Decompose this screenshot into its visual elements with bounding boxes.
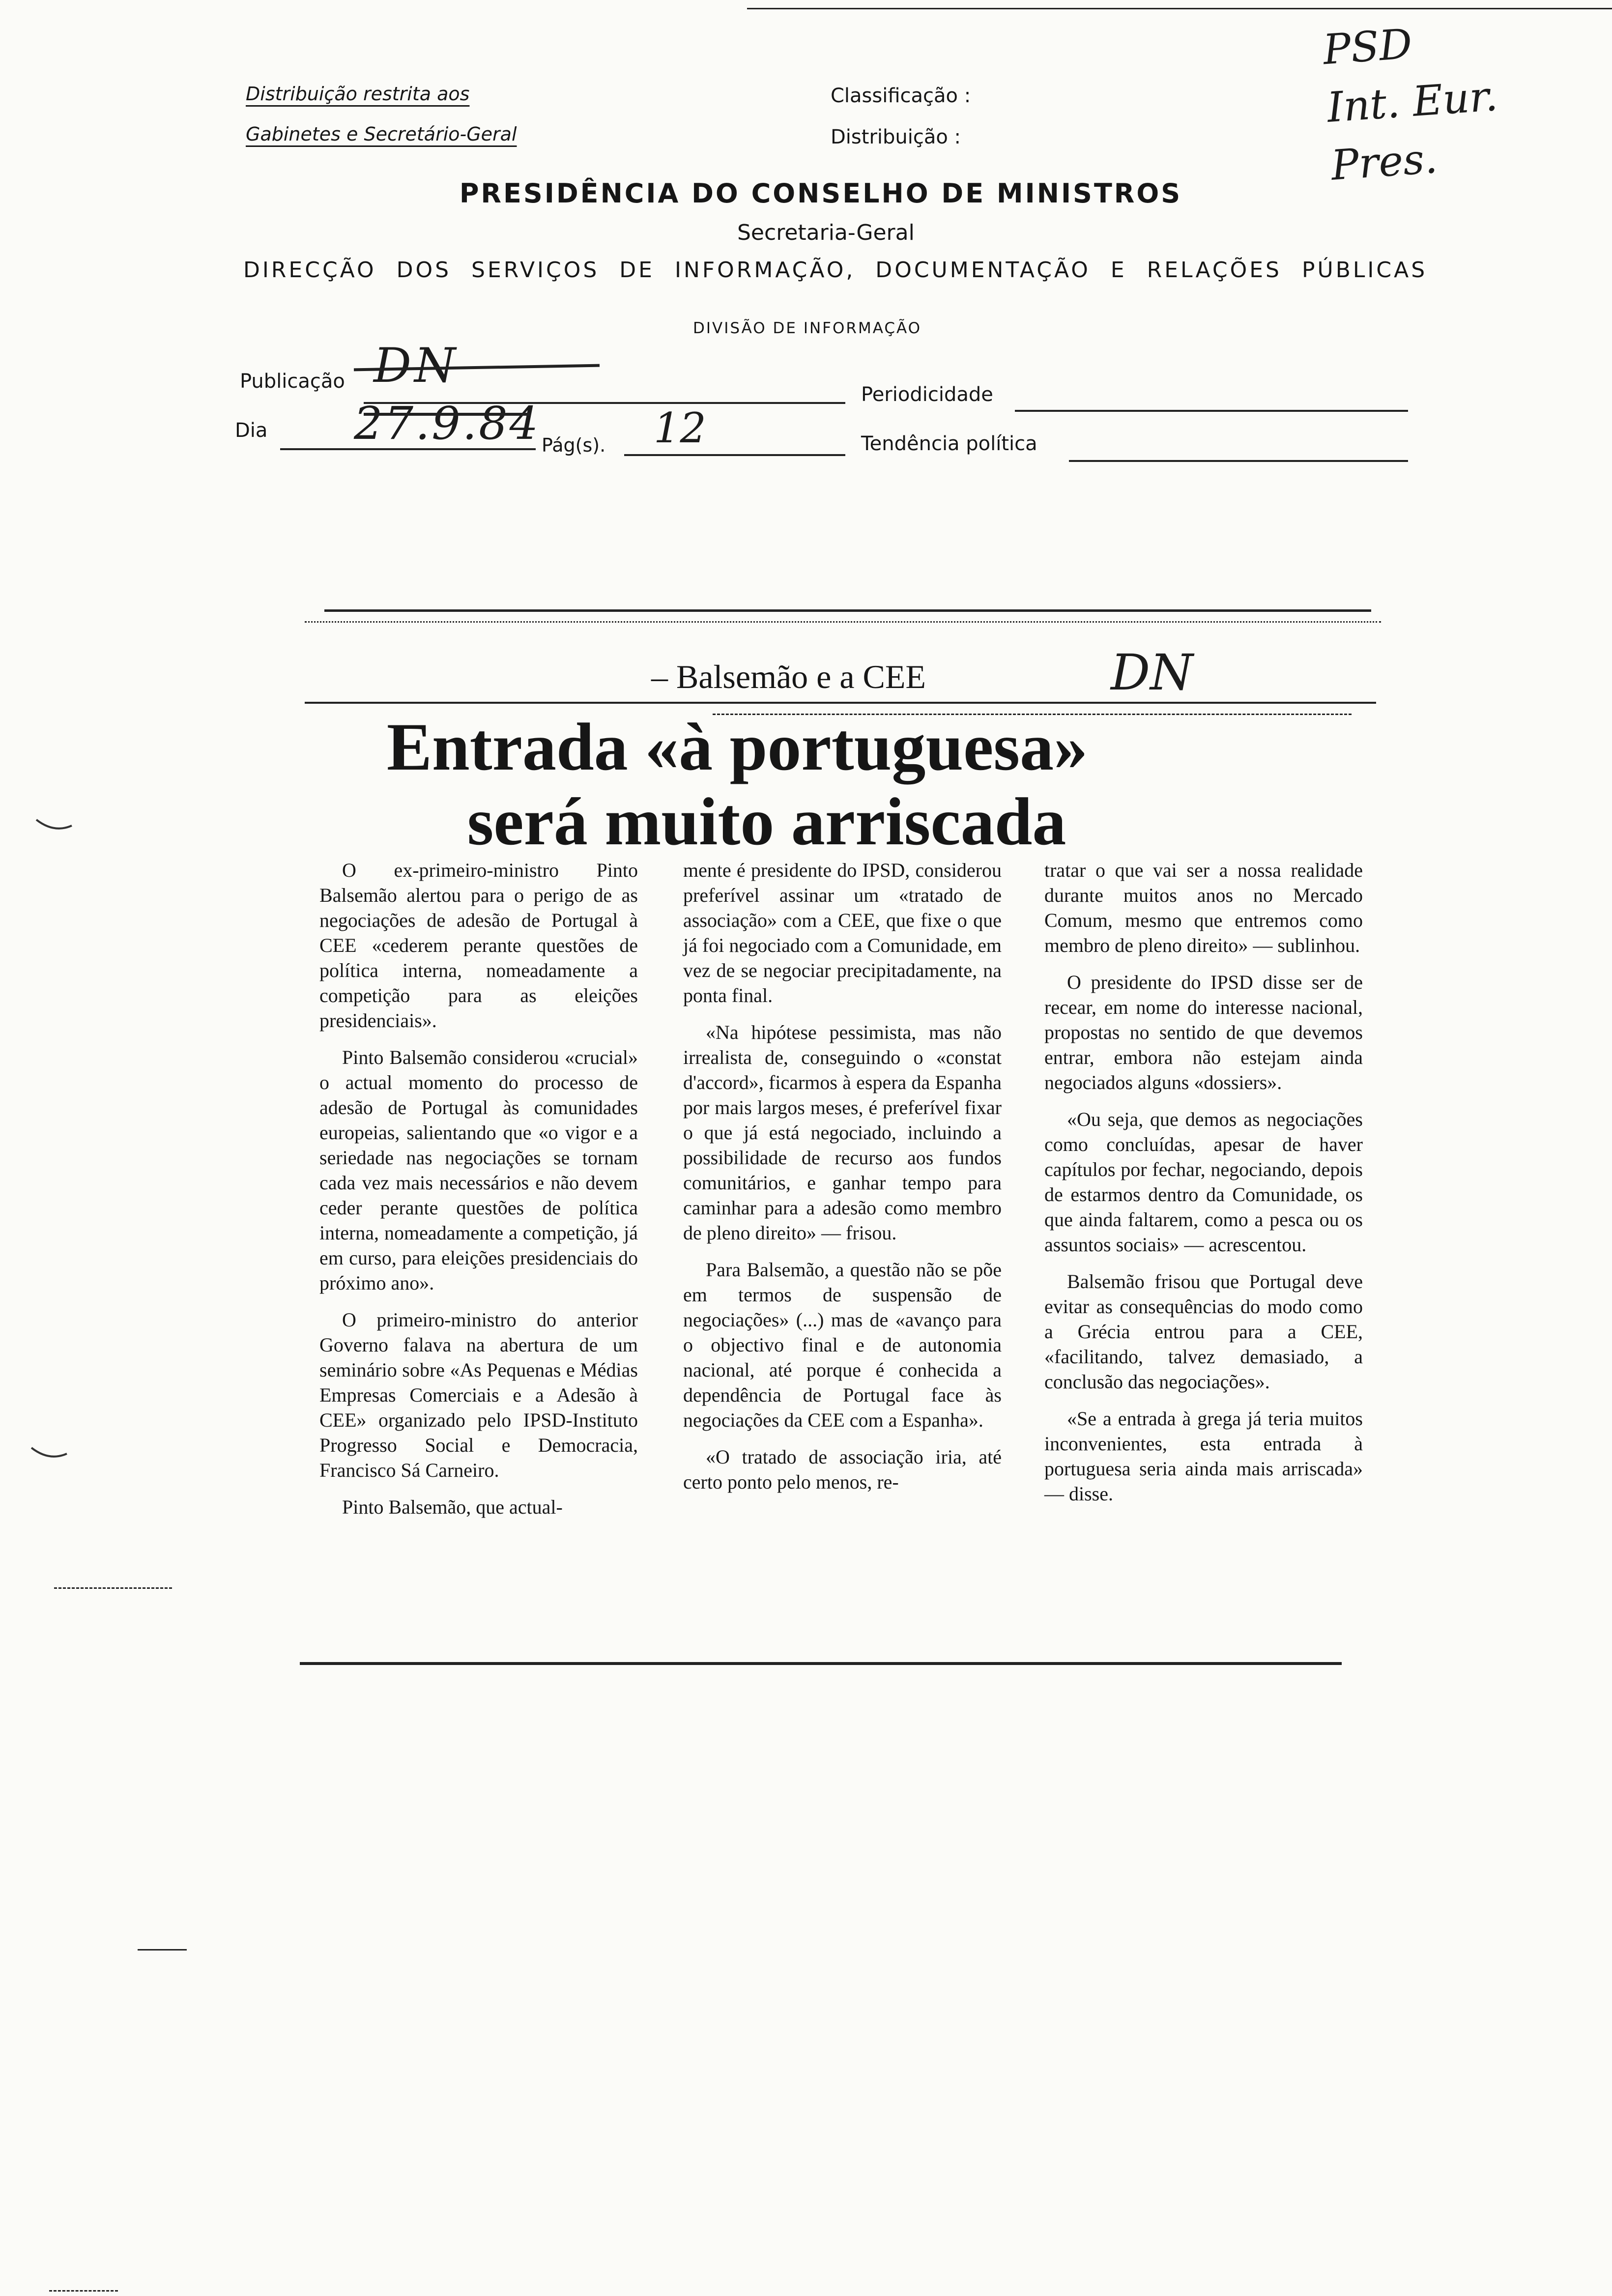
paragraph: O primeiro-ministro do anterior Governo falava na abertura de um seminário sobre «As Pequenas e Médias Empresas Comerciais e a Adesão à CEE» organizado pelo IPSD-Instituto Progresso Social e Democracia, Francisco Sá Carneiro.	[319, 1309, 638, 1481]
publicacao-label: Publicação	[240, 370, 345, 393]
paragraph: Pinto Balsemão considerou «crucial» o actual momento do processo de adesão de Portugal às comunidades europeias, salientando que «o vigor e a seriedade nas negociações se tornam cada vez mais necessários e não devem ceder perante questões de política interna, nomeadamente a competição, já em curso, para eleições presidenciais do próximo ano».	[319, 1046, 638, 1294]
tendencia-label: Tendência política	[861, 432, 1037, 455]
margin-dash-2	[138, 1949, 187, 1951]
paragraph: Balsemão frisou que Portugal deve evitar as consequências do modo como a Grécia entrou para a CEE, «facilitando, talvez demasiado, a conclusão das negociações».	[1044, 1270, 1363, 1393]
pag-handwritten-value: 12	[654, 404, 706, 452]
paragraph: O presidente do IPSD disse ser de recear, em nome do interesse nacional, propostas no sentido de que devemos entrar, embora não estejam ainda negociados alguns «dossiers».	[1044, 971, 1363, 1093]
paragraph: «Na hipótese pessimista, mas não irrealista de, conseguindo o «constat d'accord», ficarmos à espera da Espanha por mais largos meses, é preferível fixar o que já está negociado, incluindo a possibilidade de recurso aos fundos comunitários, e ganhar tempo para caminhar para a adesão como membro de pleno direito» — frisou.	[683, 1021, 1002, 1244]
tendencia-line	[1069, 460, 1408, 462]
publicacao-handwritten-value: DN	[374, 338, 459, 393]
section-rule	[305, 702, 1376, 704]
margin-dash-3	[49, 2290, 118, 2292]
organization-title: PRESIDÊNCIA DO CONSELHO DE MINISTROS	[459, 178, 1182, 209]
paragraph: tratar o que vai ser a nossa realidade durante muitos anos no Mercado Comum, mesmo que entremos como membro de pleno direito» — sublinhou.	[1044, 859, 1363, 956]
periodicidade-line	[1015, 410, 1408, 412]
paragraph: Pinto Balsemão, que actual-	[342, 1496, 563, 1518]
article-column-1	[319, 858, 638, 1531]
punch-hole-mark-top	[34, 816, 74, 835]
dia-strike	[364, 413, 531, 416]
dia-label: Dia	[235, 419, 268, 442]
handwritten-corner-annotation: PSD Int. Eur. Pres.	[1321, 19, 1499, 190]
headline-line-1: Entrada «à portuguesa»	[386, 709, 1088, 784]
section-label: – Balsemão e a CEE	[651, 658, 926, 695]
periodicidade-label: Periodicidade	[861, 383, 993, 406]
restricted-line-1: Distribuição restrita aos	[246, 83, 470, 105]
paragraph: «O tratado de associação iria, até certo ponto pelo menos, re-	[683, 1446, 1002, 1493]
pag-line	[624, 454, 845, 456]
article-column-3	[1044, 858, 1363, 1518]
clipping-bottom-rule	[300, 1662, 1342, 1665]
paragraph: O ex-primeiro-ministro Pinto Balsemão alertou para o perigo de as negociações de adesão de Portugal à CEE «cederem perante questões de política interna, nomeadamente a competição para as eleições presidenciais».	[319, 859, 638, 1032]
dia-handwritten-value: 27.9.84	[354, 397, 541, 450]
top-rule	[747, 8, 1612, 9]
paragraph: «Ou seja, que demos as negociações como concluídas, apesar de haver capítulos por fechar, negociando, depois de estarmos dentro da Comunidade, os que ainda faltarem, como a pesca ou os assuntos sociais» — acrescentou.	[1044, 1108, 1363, 1256]
secretariat-title: Secretaria-Geral	[737, 220, 915, 245]
headline-line-2: será muito arriscada	[467, 784, 1066, 859]
handwritten-margin-annotation: DN	[1111, 644, 1193, 701]
pag-label: Pág(s).	[542, 434, 606, 456]
restricted-distribution-note	[246, 74, 590, 154]
paragraph: mente é presidente do IPSD, considerou preferível assinar um «tratado de associação» com a CEE, que fixe o que já foi negociado com a Comunidade, em vez de se negociar precipitadamente, na ponta final.	[683, 859, 1002, 1006]
clipping-rule-2	[305, 621, 1381, 623]
classificacao-label: Classificação :	[831, 85, 971, 107]
clipping-top-rule	[324, 609, 1371, 612]
section-text: Balsemão e a CEE	[676, 658, 926, 695]
punch-hole-mark-bottom	[29, 1445, 69, 1464]
paragraph: «Se a entrada à grega já teria muitos inconvenientes, esta entrada à portuguesa seria ainda mais arriscada» — disse.	[1044, 1407, 1363, 1505]
article-column-2	[683, 858, 1002, 1506]
restricted-line-2: Gabinetes e Secretário-Geral	[246, 123, 517, 145]
division-title: DIVISÃO DE INFORMAÇÃO	[693, 319, 922, 337]
paragraph: Para Balsemão, a questão não se põe em termos de suspensão de negociações» (...) mas de «avanço para o objectivo final e de autonomia nacional, até porque é conhecida a dependência de Portugal face às negociações da CEE com a Espanha».	[683, 1259, 1002, 1431]
margin-dash-1	[54, 1587, 172, 1589]
directorate-title: DIRECÇÃO DOS SERVIÇOS DE INFORMAÇÃO, DOCUMENTAÇÃO E RELAÇÕES PÚBLICAS	[243, 258, 1428, 283]
distribuicao-label: Distribuição :	[831, 126, 961, 148]
